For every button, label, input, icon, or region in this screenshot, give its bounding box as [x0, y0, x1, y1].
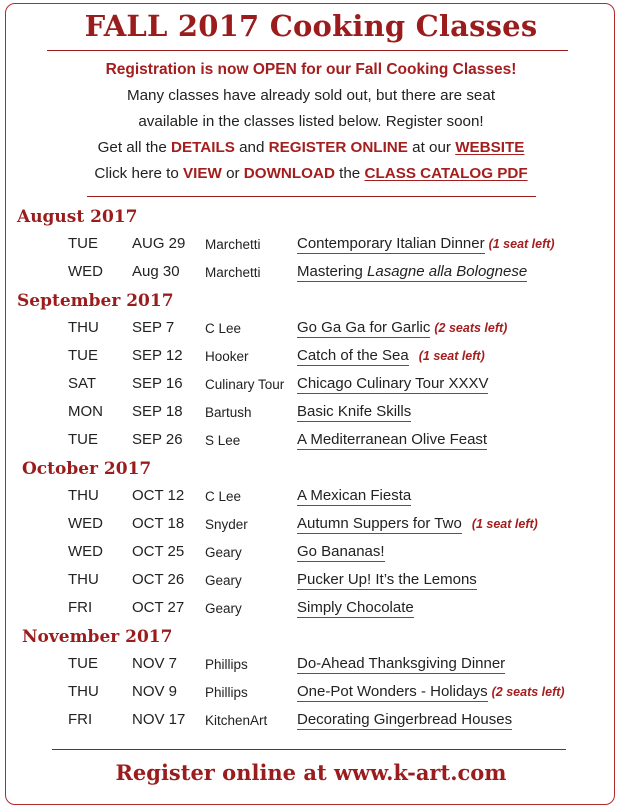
class-day: THU: [68, 683, 99, 700]
class-row: [0, 571, 622, 593]
text: at our: [407, 139, 456, 156]
class-day: THU: [68, 487, 99, 504]
download-link[interactable]: DOWNLOAD: [243, 165, 335, 182]
seats-left-badge: (2 seats left): [491, 685, 565, 699]
class-day: TUE: [68, 347, 98, 364]
class-instructor: Marchetti: [205, 265, 261, 280]
month-heading: November 2017: [22, 627, 173, 647]
divider: [47, 50, 568, 51]
class-catalog-link[interactable]: CLASS CATALOG PDF: [364, 165, 528, 182]
class-title-link[interactable]: Contemporary Italian Dinner: [297, 235, 485, 252]
class-title-link[interactable]: Autumn Suppers for Two: [297, 515, 462, 532]
class-title-link[interactable]: One-Pot Wonders - Holidays: [297, 683, 488, 700]
class-date: Aug 30: [132, 263, 180, 280]
class-instructor: Bartush: [205, 405, 252, 420]
text: or: [221, 165, 244, 182]
month-heading: October 2017: [22, 459, 152, 479]
class-title-link[interactable]: Go Ga Ga for Garlic: [297, 319, 431, 336]
class-day: FRI: [68, 711, 93, 728]
text: Click here to: [94, 165, 184, 182]
seats-left-badge: (2 seats left): [434, 321, 508, 335]
class-row: [0, 235, 622, 257]
class-instructor: Hooker: [205, 349, 249, 364]
class-row: [0, 347, 622, 369]
class-title-link[interactable]: A Mediterranean Olive Feast: [297, 431, 488, 448]
class-title-link[interactable]: Simply Chocolate: [297, 599, 414, 616]
class-row: [0, 683, 622, 705]
class-title-link[interactable]: Do-Ahead Thanksgiving Dinner: [297, 655, 506, 672]
class-date: OCT 18: [132, 515, 185, 532]
class-date: NOV 7: [132, 655, 178, 672]
class-row: [0, 711, 622, 733]
class-title-link[interactable]: Catch of the Sea: [297, 347, 409, 364]
intro-line: available in the classes listed below. Register soon!: [138, 113, 484, 130]
class-day: FRI: [68, 599, 93, 616]
class-instructor: Culinary Tour: [205, 377, 285, 392]
intro-line: Many classes have already sold out, but there are seat: [126, 87, 496, 104]
class-instructor: S Lee: [205, 433, 241, 448]
month-heading: August 2017: [17, 207, 138, 227]
class-instructor: KitchenArt: [205, 713, 268, 728]
month-heading: September 2017: [17, 291, 174, 311]
class-day: THU: [68, 319, 99, 336]
class-instructor: C Lee: [205, 321, 242, 336]
class-row: [0, 599, 622, 621]
class-title-link[interactable]: A Mexican Fiesta: [297, 487, 412, 504]
class-day: WED: [68, 263, 103, 280]
class-row: [0, 263, 622, 285]
details-link[interactable]: DETAILS: [171, 139, 235, 156]
seats-left-badge: (1 seat left): [488, 237, 555, 251]
class-instructor: C Lee: [205, 489, 242, 504]
class-instructor: Geary: [205, 601, 242, 616]
seats-left-badge: (1 seat left): [418, 349, 485, 363]
class-day: TUE: [68, 431, 98, 448]
text: and: [234, 139, 269, 156]
class-title-link[interactable]: Pucker Up! It’s the Lemons: [297, 571, 477, 588]
class-instructor: Snyder: [205, 517, 248, 532]
class-instructor: Marchetti: [205, 237, 261, 252]
divider: [87, 196, 536, 197]
registration-headline: Registration is now OPEN for our Fall Cooking Classes!: [105, 61, 517, 78]
class-instructor: Geary: [205, 573, 242, 588]
class-date: SEP 12: [132, 347, 183, 364]
view-link[interactable]: VIEW: [183, 165, 222, 182]
class-title-italic: Lasagne alla Bolognese: [367, 263, 528, 280]
class-date: SEP 16: [132, 375, 183, 392]
class-row: [0, 487, 622, 509]
divider: [52, 749, 566, 750]
class-date: SEP 7: [132, 319, 175, 336]
class-title-part: Mastering: [297, 263, 368, 280]
register-online-footer[interactable]: Register online at www.k-art.com: [115, 760, 507, 785]
class-row: [0, 543, 622, 565]
class-instructor: Phillips: [205, 685, 248, 700]
class-title-link[interactable]: Decorating Gingerbread Houses: [297, 711, 513, 728]
class-date: OCT 25: [132, 543, 185, 560]
class-row: [0, 515, 622, 537]
class-date: SEP 18: [132, 403, 183, 420]
page-title: FALL 2017 Cooking Classes: [84, 9, 538, 43]
catalog-line: [0, 161, 622, 187]
class-row: [0, 403, 622, 425]
class-instructor: Phillips: [205, 657, 248, 672]
class-instructor: Geary: [205, 545, 242, 560]
class-title-link[interactable]: [297, 263, 527, 282]
website-link[interactable]: WEBSITE: [455, 139, 525, 156]
class-date: NOV 17: [132, 711, 186, 728]
class-date: OCT 27: [132, 599, 185, 616]
class-date: OCT 12: [132, 487, 185, 504]
class-row: [0, 375, 622, 397]
register-online-link[interactable]: REGISTER ONLINE: [268, 139, 408, 156]
class-day: WED: [68, 543, 103, 560]
class-date: OCT 26: [132, 571, 185, 588]
class-day: SAT: [68, 375, 97, 392]
class-day: WED: [68, 515, 103, 532]
class-day: TUE: [68, 235, 98, 252]
text: the: [334, 165, 365, 182]
class-day: TUE: [68, 655, 98, 672]
text: Get all the: [97, 139, 172, 156]
class-day: MON: [68, 403, 103, 420]
class-date: AUG 29: [132, 235, 186, 252]
class-title-link[interactable]: Go Bananas!: [297, 543, 385, 560]
seats-left-badge: (1 seat left): [471, 517, 538, 531]
class-row: [0, 655, 622, 677]
class-date: NOV 9: [132, 683, 178, 700]
class-row: [0, 319, 622, 341]
class-date: SEP 26: [132, 431, 183, 448]
intro-block: [0, 57, 622, 187]
details-line: [0, 135, 622, 161]
class-day: THU: [68, 571, 99, 588]
class-title-link[interactable]: Chicago Culinary Tour XXXV: [297, 375, 489, 392]
class-title-link[interactable]: Basic Knife Skills: [297, 403, 412, 420]
class-row: [0, 431, 622, 453]
